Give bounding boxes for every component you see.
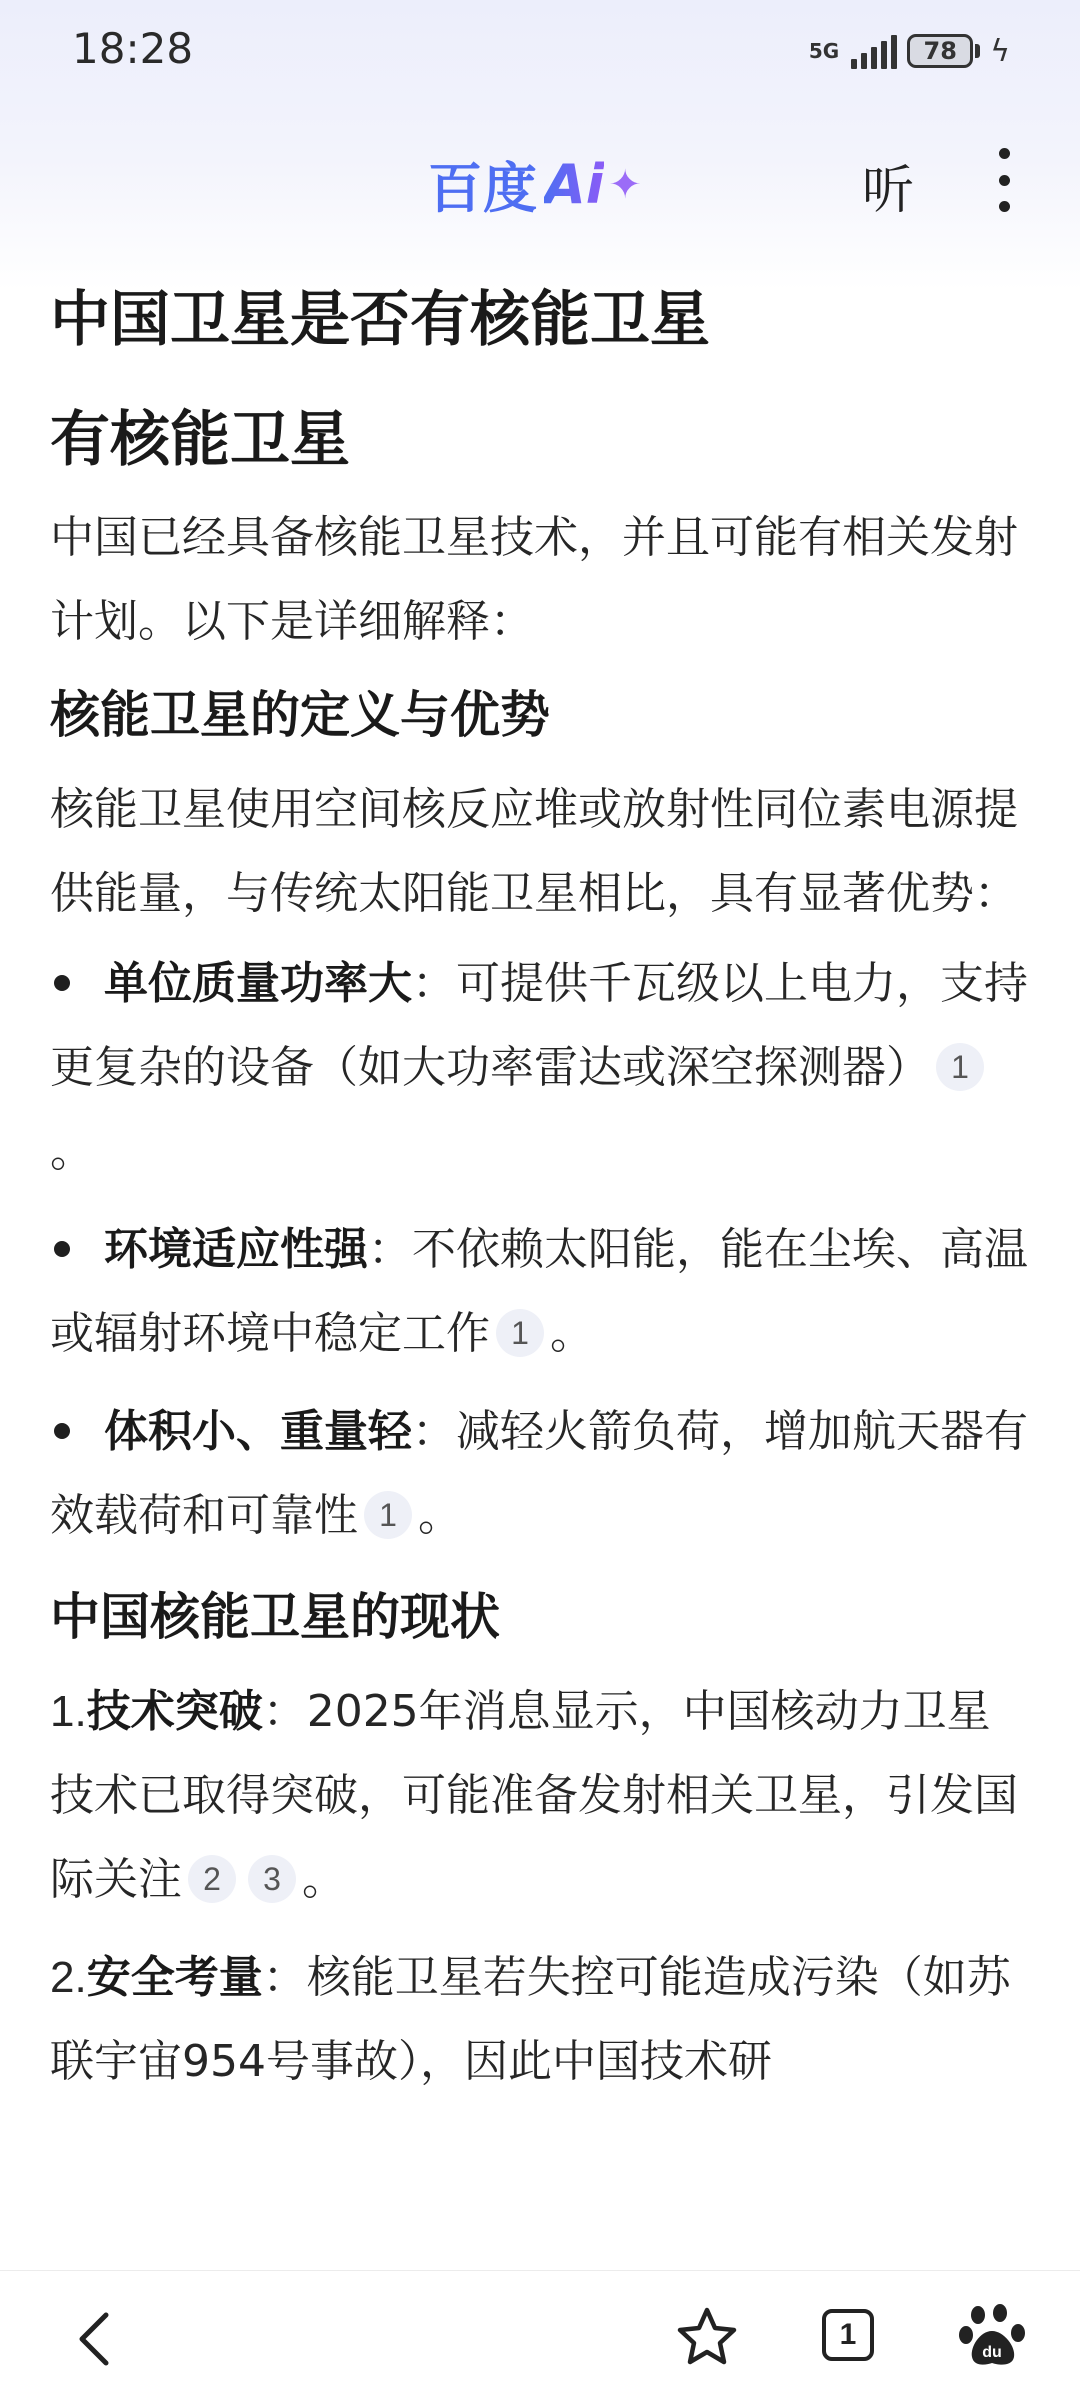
item-end: 。: [50, 1126, 94, 1177]
section-title: 中国核能卫星的现状: [50, 1588, 500, 1646]
baidu-paw-icon[interactable]: [958, 2301, 1028, 2371]
status-time: 18:28: [72, 24, 194, 73]
answer-content: [50, 270, 1030, 2118]
item-keyword: 单位质量功率大: [104, 958, 412, 1009]
battery-tip: [975, 44, 980, 58]
question-title: 中国卫星是否有核能卫星: [50, 285, 710, 355]
item-keyword: 安全考量: [86, 1952, 263, 2003]
item-text: ：减轻火箭负荷，增加航天器有效载荷和可靠性: [50, 1406, 1028, 1541]
item-number: 2.: [50, 1953, 87, 2002]
sparkle-icon: ✦: [608, 161, 642, 208]
more-options-icon[interactable]: [984, 148, 1024, 212]
signal-strength-icon: [851, 33, 897, 69]
battery-icon: [907, 34, 973, 68]
numbered-item: [50, 1936, 1030, 2104]
reference-badge[interactable]: 1: [364, 1491, 412, 1539]
list-item: [50, 942, 1030, 1194]
numbered-item: [50, 1670, 1030, 1922]
item-end: 。: [302, 1854, 346, 1905]
item-text: ：核能卫星若失控可能造成污染（如苏联宇宙954号事故），因此中国技术研: [50, 1952, 1011, 2087]
item-keyword: 技术突破: [86, 1686, 263, 1737]
charging-icon: ϟ: [990, 33, 1010, 69]
svg-text:du: du: [982, 2344, 1002, 2361]
item-number: 1.: [50, 1687, 87, 1736]
item-text: ：2025年消息显示，中国核动力卫星技术已取得突破，可能准备发射相关卫星，引发国际关注: [50, 1686, 1018, 1905]
list-item: [50, 1208, 1030, 1376]
status-bar: [0, 0, 1080, 100]
bullet-icon: [54, 975, 70, 991]
item-text: ：可提供千瓦级以上电力，支持更复杂的设备（如大功率雷达或深空探测器）: [50, 958, 1028, 1093]
list-item: [50, 1390, 1030, 1558]
battery-level: 78: [923, 37, 957, 65]
status-icons: [809, 28, 1010, 74]
back-icon[interactable]: [72, 2309, 116, 2369]
bottom-navigation: [0, 2270, 1080, 2401]
bullet-icon: [54, 1423, 70, 1439]
logo-ai-text: Ai: [544, 153, 605, 216]
reference-badge[interactable]: 3: [248, 1855, 296, 1903]
intro-paragraph: 中国已经具备核能卫星技术，并且可能有相关发射计划。以下是详细解释：: [50, 512, 1018, 647]
section-paragraph: 核能卫星使用空间核反应堆或放射性同位素电源提供能量，与传统太阳能卫星相比，具有显著优势：: [50, 784, 1018, 919]
item-end: 。: [418, 1490, 462, 1541]
logo-text: 百度: [428, 157, 538, 220]
reference-badge[interactable]: 1: [936, 1043, 984, 1091]
item-keyword: 环境适应性强: [104, 1224, 368, 1275]
reference-badge[interactable]: 2: [188, 1855, 236, 1903]
baidu-ai-logo: [428, 146, 642, 223]
item-text: ：不依赖太阳能，能在尘埃、高温或辐射环境中稳定工作: [50, 1224, 1028, 1359]
reference-badge[interactable]: 1: [496, 1309, 544, 1357]
item-end: 。: [550, 1308, 594, 1359]
favorite-star-icon[interactable]: [675, 2305, 739, 2369]
tabs-count-button[interactable]: 1: [822, 2309, 874, 2361]
network-type: 5G: [808, 39, 840, 63]
section-title: 核能卫星的定义与优势: [50, 686, 550, 744]
item-keyword: 体积小、重量轻: [104, 1406, 412, 1457]
bullet-icon: [54, 1241, 70, 1257]
answer-title: 有核能卫星: [50, 405, 350, 475]
app-header: [0, 120, 1080, 240]
listen-button[interactable]: 听: [862, 161, 915, 221]
